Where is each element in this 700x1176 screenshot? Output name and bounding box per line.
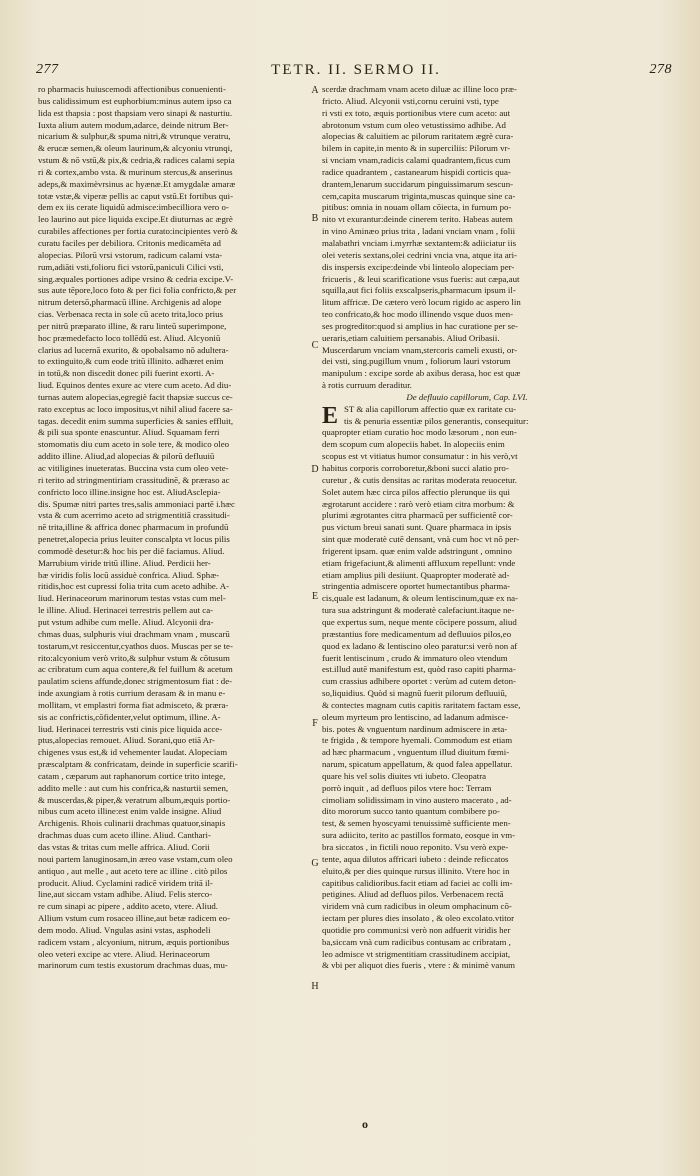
text-line: & vbi per aliquot dies fueris , vtere : & minimè vanum	[322, 960, 516, 971]
text-line: pus victum breui sanati sunt. Quare pharmaca in ipsis	[322, 522, 512, 533]
text-line: bilem in capite,in mento & in superciliis: Pilorum vr-	[322, 143, 511, 154]
text-line: petigines. Aliud ad defluos pilos. Verbenacem rectā	[322, 889, 504, 900]
text-line: Muscerdarum vnciam vnam,stercoris cameli exusti, or-	[322, 344, 518, 355]
text-line: porrò inquit , ad defluos pilos vtere hoc: Terram	[322, 782, 492, 793]
text-line: liud. Herinacei terrestris vsti cinis pice liquida acce-	[38, 723, 223, 734]
text-line: dei vsti, sing.pugillum vnum , foliorum lauri vstorum	[322, 356, 511, 367]
text-line: clarius ad lucernā exurito, & opobalsamo nō adultera-	[38, 344, 229, 355]
text-line: dem modo. Aliud. Vngulas asini vstas, asphodeli	[38, 924, 211, 935]
text-line: teo confricato,& hoc modo illinendo vsque duos men-	[322, 309, 514, 320]
text-line: dito mororum succo tanto quantum combibere po-	[322, 806, 500, 817]
text-line: curatu faciles per debiliora. Critonis medicamēta ad	[38, 237, 221, 248]
text-line: leo admisce vt strigmentitiam crassitudinem accipiat,	[322, 948, 511, 959]
text-line: das vstas & tritas cum melle affrica. Aliud. Corii	[38, 842, 210, 852]
text-line: ptus,alopecias remouet. Aliud. Sorani,quo etiā Ar-	[38, 735, 215, 746]
text-line: catam , cæparum aut raphanorum cortice trito intege,	[38, 770, 226, 781]
text-line: Marrubium viride tritū illine. Aliud. Perdicii her-	[38, 557, 211, 568]
text-line: Iuxta alium autem modum,adarce, deinde nitrum Ber-	[38, 119, 229, 130]
margin-letter-a: A	[311, 85, 319, 96]
text-line: plurimi ægrotantes citra pharmacū per sufficientē cor-	[322, 510, 513, 521]
margin-letter-e: E	[311, 591, 319, 602]
text-line: manipulum : excipe sorde ab axibus derasa, hoc est quæ	[322, 368, 521, 379]
text-line: ST & alia capillorum affectio quæ ex raritate cu-	[344, 403, 517, 414]
text-line: ri vsti ex toto, æquis portionibus vtere cum aceto: aut	[322, 107, 511, 118]
text-line: Solet autem hæc circa pilos affectio plerunque iis qui	[322, 486, 510, 497]
text-line: est.illud autē manifestum est, quòd raso capiti pharma-	[322, 664, 516, 675]
text-line: line,aut siccam vstam adhibe. Aliud. Felis sterco-	[38, 889, 213, 900]
margin-letter-f: F	[312, 718, 318, 729]
text-line: liud. Equinos dentes exure ac vtere cum aceto. Ad diu-	[38, 380, 232, 391]
left-column	[38, 84, 324, 972]
text-line: quare his vel solis diuites vti iubeto. Cleopatra	[322, 770, 487, 781]
text-line: abrotonum vstum cum oleo vetustissimo adhibe. Ad	[322, 119, 506, 130]
text-line: scopus est vt vitiatus humor consumatur : in his verò,vt	[322, 451, 518, 462]
text-line: cum crassius adhibere oportet : verùm ad cutem deton-	[322, 676, 517, 687]
text-line: te frigida , & tempore hyemali. Commodum est etiam	[322, 735, 513, 746]
text-line: oleum myrteum pro lentiscino, ad ladanum admisce-	[322, 711, 509, 722]
left-page-number: 277	[36, 62, 59, 77]
text-line: alopecias. Pilorū vrsi vstorum, radicum calami vsta-	[38, 249, 223, 260]
text-line: stomomatis diu cum aceto in sole tere, & modico oleo	[38, 439, 230, 450]
text-line: drantem,lenarum succidarum pinguissimarum sescun-	[322, 178, 514, 189]
text-line: pitibus: omnia in nouam ollam cōiecta, in furnum po-	[322, 202, 512, 213]
text-line: dem scopum cum alopeciis habet. In alopeciis enim	[322, 439, 505, 450]
text-line: dis. Spumæ nitri partes tres,salis ammoniaci partē i.hæc	[38, 498, 235, 509]
text-line: nibus cum aceto illine:est enim valde insigne. Aliud	[38, 806, 222, 817]
text-line: sint quæ moderatè cutē densant, vnà cum hoc vt nō per-	[322, 534, 520, 545]
text-line: etiam frigefaciunt,& alimenti affluxum repellunt: vnde	[322, 557, 516, 568]
text-line: litum affricæ. De cætero verò locum rigido ac aspero lin	[322, 297, 521, 308]
text-line: per nitrū præparato illine, & raru linteū superimpone,	[38, 320, 227, 331]
text-line: addito melle : aut cum his confrica,& nasturtii semen,	[38, 782, 229, 793]
text-line: Archigenis. Rhois culinarii drachmas quatuor,sinapis	[38, 818, 226, 829]
text-line: olei veteris sextans,olei cedrini vncia vna, atque ita ari-	[322, 249, 517, 260]
text-line: bus calidissimum est euphorbium:minus autem ipso ca	[38, 95, 232, 106]
text-line: rito:alcyonium verò vrito,& sulphur vstum & cōtusum	[38, 652, 230, 663]
text-line: totæ vstæ,& viperæ pellis ac caput vstū.Et fortibus qui-	[38, 190, 234, 201]
text-line: dem ex iis cerate liquidū admisce:imbecilliora vero o-	[38, 202, 229, 213]
running-head: TETR. II. SERMO II.	[271, 62, 441, 78]
text-line: tura sua adstringunt & moderatè calefaciunt.itaque ne-	[322, 605, 515, 616]
text-line: à rotis curruum deraditur.	[322, 380, 412, 391]
margin-letter-h: H	[311, 981, 319, 992]
text-line: noui partem lanuginosam,in æreo vase vstam,cum oleo	[38, 853, 233, 864]
text-line: squilla,aut fici foliis exscalpseris,pharmacum ipsum il-	[322, 285, 516, 296]
drop-cap: E	[322, 402, 339, 429]
text-line: nito vt exurantur:deinde cinerem terito. Habeas autem	[322, 214, 513, 225]
text-line: dis inspersis excipe:deinde vbi linteolo alopeciam per-	[322, 261, 515, 272]
text-line: vsta & cum acerrimo aceto ad strigmentitiā crassitudi-	[38, 510, 230, 521]
text-line: commodè desetur:& hoc bis per diē faciamus. Aliud.	[38, 545, 225, 556]
text-line: liud. Herinaceorum marinorum testas vstas cum mel-	[38, 593, 226, 604]
text-line: antiquo , aut melle , aut aceto tere ac illine . citò pilos	[38, 865, 228, 876]
text-line: capitibus calidioribus.facit etiam ad faciei ac colli im-	[322, 877, 513, 888]
margin-letter-d: D	[311, 464, 319, 475]
text-line: narum, spicatum appellatum, & quod falea appellatur.	[322, 759, 513, 770]
text-line: ro pharmacis huiuscemodi affectionibus conuenienti-	[38, 84, 226, 94]
text-line: confricto loco illine.insigne hoc est. AliudAsclepia-	[38, 486, 221, 497]
text-line: fricueris , & leui scarificatione vsus fueris: aut cæpa,aut	[322, 273, 520, 284]
text-line: chmas duas, sulphuris viui drachmam vnam , muscarū	[38, 628, 230, 639]
text-line: ritidis,hoc est cupressi folia trita cum aceto adhibe. A-	[38, 581, 230, 592]
text-line: le illine. Aliud. Herinacei terrestris pellem aut ca-	[38, 605, 214, 616]
text-line: & muscerdas,& piper,& veratrum album,æquis portio-	[38, 794, 231, 805]
text-line: ba,siccam vnà cum radicibus contusam ac cribratam ,	[322, 936, 511, 947]
text-line: que expertus sum, neque mente cōcipere possum, aliud	[322, 616, 517, 627]
text-line: hoc præmedefacto loco tollēdū est. Aliud. Alcyoniū	[38, 332, 221, 343]
text-line: scerdæ drachmam vnam aceto diluæ ac illine loco præ-	[322, 84, 517, 94]
text-line: cis,quale est ladanum, & oleum lentiscinum,quæ ex na-	[322, 593, 518, 604]
text-line: in vino Aminæo prius trita , ladani vnciam vnam , folii	[322, 226, 516, 237]
text-line: ægrotarunt accidere : rarò verò etiam citra morbum: &	[322, 498, 515, 509]
text-line: mollitam, vt emplastri forma fiat admisceto, & præra-	[38, 699, 229, 710]
text-line: so,liquidius. Quòd si magnū fuerit pilorum defluuiū,	[322, 688, 507, 699]
text-line: ac cribratum cum aqua contere,& fel fuillum & acetum	[38, 664, 233, 675]
text-line: sura adiicito, terito ac pastillos formato, eosque in vm-	[322, 830, 516, 841]
text-line: cimoliam solidissimam in vino austero macerato , ad-	[322, 794, 512, 805]
margin-letter-b: B	[311, 213, 319, 224]
text-line: ri terito ad stringmentiriam crassitudinē, & præraso ac	[38, 474, 230, 485]
text-line: ad hæc pharmacum , vnguentum illud diuitum fœmi-	[322, 747, 510, 758]
text-line: bæ viridis folis locū assiduè confrica. Aliud. Sphæ-	[38, 569, 220, 580]
text-line: bra siccatos , in fictili nouo reponito. Vsu verò expe-	[322, 842, 509, 852]
text-line: & erucæ semen,& oleum laurinum,& alcyoniu vtrunqi,	[38, 143, 233, 154]
text-line: tente, aqua dilutos affricari iubeto : deinde reficcatos	[322, 853, 509, 864]
text-line: ueraris,etiam caluitiem persanabis. Aliud Oribasii.	[322, 332, 500, 343]
margin-letter-g: G	[311, 858, 319, 869]
text-line: radicem vstam , alcyonium, nitrum, æquis portionibus	[38, 936, 230, 947]
text-line: iectam per plures dies insolato , & oleo excolato.vtitor	[322, 913, 515, 924]
text-line: cem,capita muscarum triginta,muscas quinque sine ca-	[322, 190, 516, 201]
text-line: tostarum,vt resiccentur,cyathos duos. Muscas per se te-	[38, 640, 233, 651]
text-line: sing.æquales portiones adipe vrsino & cedria excipe.V-	[38, 273, 234, 284]
text-line: marinorum cum testis exustorum drachmas duas, mu-	[38, 960, 228, 971]
text-line: fricto. Aliud. Alcyonii vsti,cornu ceruini vsti, type	[322, 95, 499, 106]
chapter-body	[322, 404, 612, 973]
text-line: sus aute tēpore,loco foto & per fici folia confricto,& per	[38, 285, 237, 296]
text-line: sis ac confrictis,cōfidenter,velut optimum, illine. A-	[38, 711, 221, 722]
text-line: rum,adiāti vsti,folioru fici vstorū,paniculi Cilici vsti,	[38, 261, 224, 272]
text-line: præstantius fore medicamentum ad defluuios pilos,eo	[322, 628, 512, 639]
text-line: test, & semen hyoscyami tenuissimè sufficiente men-	[322, 818, 511, 829]
text-line: leo laurino aut pice liquida excipe.Et diuturnas ac ægrè	[38, 214, 233, 225]
text-line: paulatim sciens affunde,donec strigmentosum fiat : de-	[38, 676, 233, 687]
text-line: Allium vstum cum rosaceo illine,aut betæ radicem eo-	[38, 913, 231, 924]
footer-mark: o	[362, 1117, 368, 1131]
text-line: drachmas duas cum aceto illine. Aliud. Canthari-	[38, 830, 211, 841]
text-line: tis & penuria essentiæ pilos generantis, consequitur:	[344, 415, 529, 426]
text-line: quod ex ladano & lentiscino oleo paratur:si verò non af	[322, 640, 518, 651]
text-line: lida est thapsia : post thapsiam vero sinapi & nasturtiu.	[38, 107, 233, 118]
text-line: penetret,alopecia prius leuiter conscalpta vt locus pilis	[38, 534, 230, 545]
text-line: addito illine. Aliud,ad alopecias & pilorū defluuiū	[38, 451, 215, 462]
text-line: adeps,& maximèvrsinus ac hyænæ.Et amygdalæ amaræ	[38, 178, 236, 189]
text-line: ses progreditor:quod si amplius in hac curatione per se-	[322, 320, 518, 331]
text-line: alopecias & caluitiem ac pilorum raritatem ægrè cura-	[322, 131, 514, 142]
chapter-title: De defluuio capillorum, Cap. LVI.	[406, 391, 528, 402]
text-line: producit. Aliud. Cyclamini radicē viridem tritā il-	[38, 877, 213, 888]
text-line: si vnciam vnam,radicis calami quadrantem,ficus cum	[322, 155, 511, 166]
text-line: & contectes magnam cutis capitis raritatem factam esse,	[322, 699, 521, 710]
text-line: frigerent ipsam. quæ enim valde adstringunt , omnino	[322, 545, 512, 556]
text-line: eluito,& per dies quinque rursus illinito. Vtere hoc in	[322, 865, 510, 876]
text-line: ri & cortex,ambo vsta. & murinum stercus,& anserinus	[38, 166, 233, 177]
text-line: vstum & nō vstū,& pix,& cedria,& radices calami sepia	[38, 155, 235, 166]
right-column-text	[322, 84, 612, 392]
text-line: habitus corporis corroboretur,&boni succi alatio pro-	[322, 463, 509, 473]
text-line: nitrum detersō,pharmacū illine. Archigenis ad alope	[38, 297, 222, 308]
text-line: put vstum adhibe cum melle. Aliud. Alcyonii dra-	[38, 616, 214, 627]
text-line: viridem vnà cum radicibus in oleum omphacinum cō-	[322, 901, 512, 912]
text-line: re cum sinapi ac pipere , addito aceto, vtere. Aliud.	[38, 901, 219, 912]
text-line: fuerit lentiscinum , crudo & immaturo oleo vtendum	[322, 652, 508, 663]
text-line: to extinguito,& cum eode tritū illinito. adhæret enim	[38, 356, 224, 367]
text-line: stringentia admiscere oportet humectantibus pharma-	[322, 581, 511, 592]
text-line: etiam amplius pili desiiunt. Quapropter moderatè ad-	[322, 569, 510, 580]
text-line: turnas autem alopecias,egregiè facit thapsiæ succus ce-	[38, 391, 233, 402]
text-line: quapropter etiam curatio hoc modo læsorum , non eun-	[322, 427, 517, 438]
text-line: oleo veteri excipe ac vtere. Aliud. Herinaceorum	[38, 948, 210, 959]
text-line: curetur , & cutis densitas ac raritas moderata reuocetur.	[322, 474, 517, 485]
text-line: & pili sua sponte enascuntur. Aliud. Squamam ferri	[38, 427, 220, 438]
text-line: chigenes vsus est,& id vehementer laudat. Alopeciam	[38, 747, 228, 758]
page-header	[36, 62, 672, 84]
text-line: nē trita,illine & affrica donec pharmacum in profundū	[38, 522, 229, 533]
text-line: rato exceptus ac loco impositus,vt nihil aliud facere sa-	[38, 403, 233, 414]
text-line: tagas. decedit enim summa superficies & sanies effluit,	[38, 415, 234, 426]
text-line: nicarium & sulphur,& spuma nitri,& vtrunque veratru,	[38, 131, 231, 142]
text-line: ac vitiligines inueteratas. Buccina vsta cum oleo vete-	[38, 463, 229, 473]
text-line: præscalptam & confricatam, deinde in superficie scarifi-	[38, 759, 238, 770]
margin-letter-c: C	[311, 340, 319, 351]
text-line: bis. potes & vnguentum nardinum admiscere in æta-	[322, 723, 508, 734]
text-line: malabathri vnciam i.myrrhæ sextantem:& adiiciatur iis	[322, 237, 517, 248]
right-column	[322, 84, 612, 972]
text-line: radice quadrantem , castanearum hispidi corticis qua-	[322, 166, 511, 177]
text-line: quotidie pro communi:si verò non adfuerit viridis her	[322, 924, 511, 935]
text-line: curabiles affectiones per fortia curato:incipientes verò &	[38, 226, 238, 237]
right-page-number: 278	[649, 62, 672, 77]
text-line: in totū,& non discedit donec pili fuerint exorti. A-	[38, 368, 215, 379]
text-line: inde axungiam à rotis currium derasam & in manu e-	[38, 688, 226, 699]
text-line: cias. Verbenaca recta in sole cū aceto trita,loco prius	[38, 309, 223, 320]
